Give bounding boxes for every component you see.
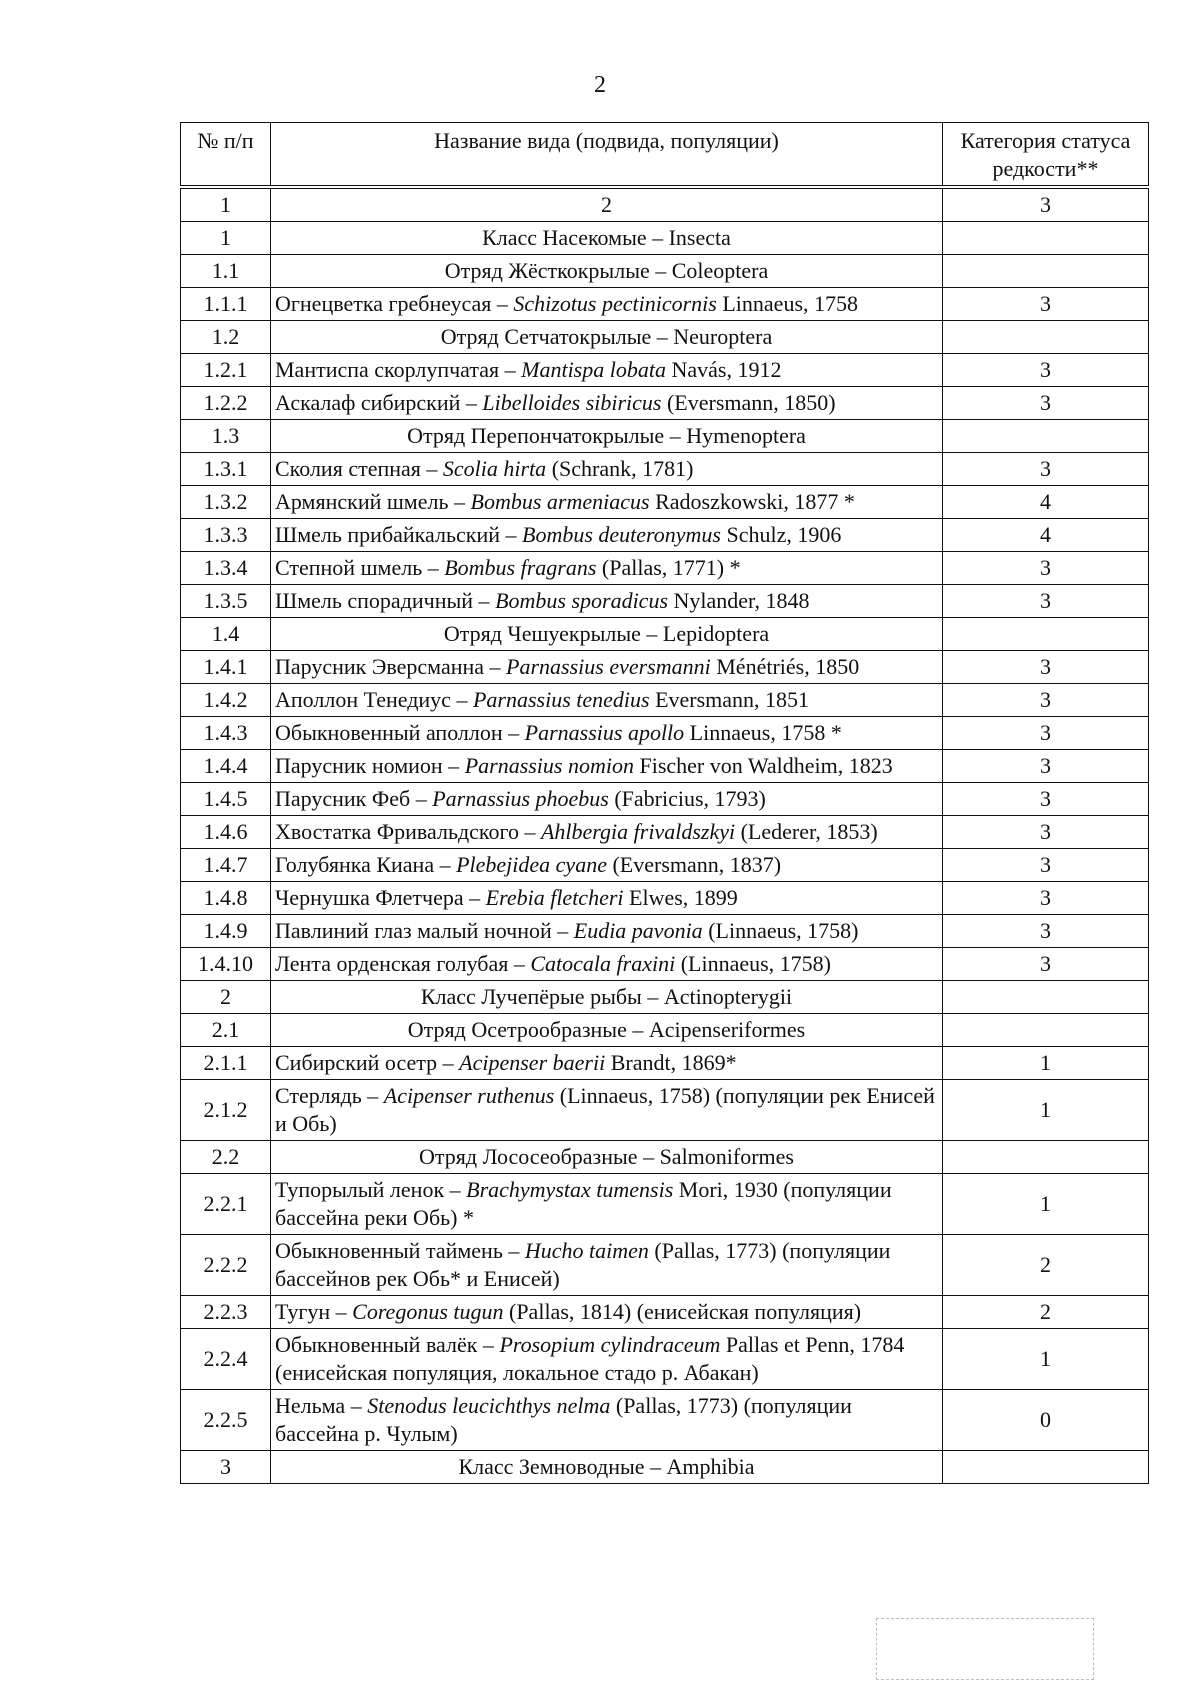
rarity-category: 1 xyxy=(943,1047,1149,1080)
species-name xyxy=(271,585,943,618)
rarity-category: 4 xyxy=(943,519,1149,552)
species-name xyxy=(271,948,943,981)
species-name xyxy=(271,1047,943,1080)
group-title: Отряд Перепончатокрылые – Hymenoptera xyxy=(271,420,943,453)
species-latin-name: Brachymystax tumensis xyxy=(466,1177,674,1202)
table-row xyxy=(181,1296,1149,1329)
row-number: 1 xyxy=(181,222,271,255)
species-russian-name: Шмель спорадичный – xyxy=(275,588,496,613)
page-number: 2 xyxy=(594,72,606,98)
species-russian-name: Сибирский осетр – xyxy=(275,1050,460,1075)
species-russian-name: Нельма – xyxy=(275,1393,368,1418)
species-latin-name: Mantispa lobata xyxy=(521,357,666,382)
species-authority: (Pallas, 1814) (енисейская популяция) xyxy=(503,1299,862,1324)
species-latin-name: Catocala fraxini xyxy=(530,951,676,976)
species-russian-name: Тупорылый ленок – xyxy=(275,1177,467,1202)
species-russian-name: Тугун – xyxy=(275,1299,353,1324)
rarity-category: 1 xyxy=(943,1080,1149,1141)
rarity-category: 2 xyxy=(943,1296,1149,1329)
table-row xyxy=(181,783,1149,816)
row-number: 1.4.10 xyxy=(181,948,271,981)
row-number: 1.4.5 xyxy=(181,783,271,816)
species-latin-name: Erebia fletcheri xyxy=(485,885,624,910)
table-row xyxy=(181,849,1149,882)
table-group-row xyxy=(181,222,1149,255)
rarity-category xyxy=(943,1014,1149,1047)
rarity-category: 3 xyxy=(943,948,1149,981)
species-latin-name: Schizotus pectinicornis xyxy=(513,291,717,316)
row-number: 1.2.1 xyxy=(181,354,271,387)
species-russian-name: Парусник Эверсманна – xyxy=(275,654,507,679)
table-row xyxy=(181,1390,1149,1451)
table-group-row xyxy=(181,255,1149,288)
species-russian-name: Хвостатка Фривальдского – xyxy=(275,819,541,844)
species-name xyxy=(271,486,943,519)
rarity-category xyxy=(943,420,1149,453)
row-number: 2.2.3 xyxy=(181,1296,271,1329)
header-name: Название вида (подвида, популяции) xyxy=(271,123,943,188)
table-row xyxy=(181,552,1149,585)
column-index: 2 xyxy=(271,187,943,222)
column-index-row xyxy=(181,187,1149,222)
species-latin-name: Eudia pavonia xyxy=(573,918,703,943)
rarity-category xyxy=(943,222,1149,255)
table-group-row xyxy=(181,420,1149,453)
group-title: Отряд Жёсткокрылые – Coleoptera xyxy=(271,255,943,288)
table-row xyxy=(181,1047,1149,1080)
header-num: № п/п xyxy=(181,123,271,188)
table-row xyxy=(181,453,1149,486)
row-number: 2.2.5 xyxy=(181,1390,271,1451)
table-group-row xyxy=(181,1451,1149,1484)
species-russian-name: Степной шмель – xyxy=(275,555,445,580)
rarity-category: 3 xyxy=(943,783,1149,816)
species-authority: (Linnaeus, 1758) xyxy=(675,951,831,976)
species-name xyxy=(271,519,943,552)
species-russian-name: Мантиспа скорлупчатая – xyxy=(275,357,522,382)
species-name xyxy=(271,750,943,783)
species-authority: (Fabricius, 1793) xyxy=(608,786,766,811)
species-name xyxy=(271,849,943,882)
rarity-category: 3 xyxy=(943,288,1149,321)
species-latin-name: Prosopium cylindraceum xyxy=(499,1332,721,1357)
species-name xyxy=(271,783,943,816)
row-number: 1.1.1 xyxy=(181,288,271,321)
rarity-category: 3 xyxy=(943,915,1149,948)
rarity-category: 1 xyxy=(943,1174,1149,1235)
row-number: 2.2.1 xyxy=(181,1174,271,1235)
species-authority: (Linnaeus, 1758) (популяции рек Енисей и Обь) xyxy=(275,1083,935,1136)
species-authority: (Eversmann, 1837) xyxy=(606,852,782,877)
column-index: 3 xyxy=(943,187,1149,222)
species-name xyxy=(271,651,943,684)
row-number: 1.4.2 xyxy=(181,684,271,717)
table-row xyxy=(181,882,1149,915)
species-name xyxy=(271,453,943,486)
row-number: 1.4.8 xyxy=(181,882,271,915)
species-latin-name: Hucho taimen xyxy=(524,1238,649,1263)
species-authority: Linnaeus, 1758 * xyxy=(684,720,842,745)
rarity-category xyxy=(943,321,1149,354)
row-number: 2.1 xyxy=(181,1014,271,1047)
species-name xyxy=(271,684,943,717)
species-name xyxy=(271,1329,943,1390)
species-name xyxy=(271,882,943,915)
species-russian-name: Лента орденская голубая – xyxy=(275,951,531,976)
table-row xyxy=(181,354,1149,387)
table-row xyxy=(181,1174,1149,1235)
species-authority: Pallas et Penn, 1784 (енисейская популяция, локальное стадо р. Абакан) xyxy=(275,1332,905,1385)
table-row xyxy=(181,915,1149,948)
table-row xyxy=(181,387,1149,420)
table-group-row xyxy=(181,618,1149,651)
species-russian-name: Армянский шмель – xyxy=(275,489,471,514)
rarity-category xyxy=(943,618,1149,651)
species-authority: Linnaeus, 1758 xyxy=(716,291,859,316)
row-number: 1.4.7 xyxy=(181,849,271,882)
species-latin-name: Coregonus tugun xyxy=(352,1299,504,1324)
rarity-category: 1 xyxy=(943,1329,1149,1390)
table-row xyxy=(181,1235,1149,1296)
header-row xyxy=(181,123,1149,188)
species-name xyxy=(271,717,943,750)
species-authority: (Schrank, 1781) xyxy=(546,456,694,481)
species-latin-name: Bombus fragrans xyxy=(444,555,597,580)
species-authority: Eversmann, 1851 xyxy=(649,687,810,712)
species-russian-name: Чернушка Флетчера – xyxy=(275,885,486,910)
row-number: 1.2 xyxy=(181,321,271,354)
group-title: Отряд Чешуекрылые – Lepidoptera xyxy=(271,618,943,651)
row-number: 1.4.4 xyxy=(181,750,271,783)
table-row xyxy=(181,750,1149,783)
species-russian-name: Обыкновенный валёк – xyxy=(275,1332,500,1357)
species-name xyxy=(271,1390,943,1451)
rarity-category: 3 xyxy=(943,684,1149,717)
table-row xyxy=(181,1080,1149,1141)
row-number: 2.1.2 xyxy=(181,1080,271,1141)
row-number: 2.1.1 xyxy=(181,1047,271,1080)
species-russian-name: Сколия степная – xyxy=(275,456,443,481)
row-number: 1.2.2 xyxy=(181,387,271,420)
table-row xyxy=(181,684,1149,717)
species-latin-name: Ahlbergia frivaldszkyi xyxy=(540,819,736,844)
row-number: 1.3.2 xyxy=(181,486,271,519)
table-row xyxy=(181,816,1149,849)
rarity-category: 3 xyxy=(943,816,1149,849)
row-number: 1.4 xyxy=(181,618,271,651)
species-latin-name: Plebejidea cyane xyxy=(456,852,607,877)
group-title: Отряд Лососеобразные – Salmoniformes xyxy=(271,1141,943,1174)
species-russian-name: Шмель прибайкальский – xyxy=(275,522,522,547)
row-number: 3 xyxy=(181,1451,271,1484)
species-latin-name: Parnassius tenedius xyxy=(472,687,650,712)
species-authority: Elwes, 1899 xyxy=(623,885,738,910)
table-group-row xyxy=(181,1141,1149,1174)
species-russian-name: Аскалаф сибирский – xyxy=(275,390,483,415)
species-name xyxy=(271,1296,943,1329)
column-index: 1 xyxy=(181,187,271,222)
row-number: 1.1 xyxy=(181,255,271,288)
species-name xyxy=(271,288,943,321)
header-category: Категория статуса редкости** xyxy=(943,123,1149,188)
species-name xyxy=(271,915,943,948)
rarity-category: 3 xyxy=(943,849,1149,882)
rarity-category: 4 xyxy=(943,486,1149,519)
stamp-mark xyxy=(876,1618,1094,1680)
table-row xyxy=(181,585,1149,618)
rarity-category: 3 xyxy=(943,354,1149,387)
table-row xyxy=(181,1329,1149,1390)
rarity-category: 2 xyxy=(943,1235,1149,1296)
species-authority: (Lederer, 1853) xyxy=(735,819,878,844)
species-latin-name: Stenodus leucichthys nelma xyxy=(367,1393,611,1418)
species-latin-name: Bombus armeniacus xyxy=(470,489,650,514)
species-latin-name: Bombus sporadicus xyxy=(495,588,669,613)
group-title: Класс Лучепёрые рыбы – Actinopterygii xyxy=(271,981,943,1014)
species-authority: Fischer von Waldheim, 1823 xyxy=(633,753,893,778)
row-number: 1.4.6 xyxy=(181,816,271,849)
species-name xyxy=(271,1174,943,1235)
species-latin-name: Acipenser ruthenus xyxy=(383,1083,555,1108)
rarity-category: 3 xyxy=(943,651,1149,684)
row-number: 1.3.4 xyxy=(181,552,271,585)
species-authority: Brandt, 1869* xyxy=(605,1050,737,1075)
table-body xyxy=(181,222,1149,1484)
table-group-row xyxy=(181,321,1149,354)
species-authority: Radoszkowski, 1877 * xyxy=(649,489,855,514)
table-group-row xyxy=(181,1014,1149,1047)
rarity-category: 3 xyxy=(943,882,1149,915)
species-russian-name: Парусник Феб – xyxy=(275,786,433,811)
species-authority: (Linnaeus, 1758) xyxy=(702,918,859,943)
species-name xyxy=(271,387,943,420)
table-row xyxy=(181,948,1149,981)
row-number: 1.3.3 xyxy=(181,519,271,552)
table-group-row xyxy=(181,981,1149,1014)
rarity-category: 3 xyxy=(943,585,1149,618)
species-latin-name: Parnassius nomion xyxy=(464,753,634,778)
species-russian-name: Парусник номион – xyxy=(275,753,465,778)
group-title: Класс Земноводные – Amphibia xyxy=(271,1451,943,1484)
group-title: Класс Насекомые – Insecta xyxy=(271,222,943,255)
rarity-category: 3 xyxy=(943,453,1149,486)
row-number: 1.3.5 xyxy=(181,585,271,618)
species-authority: (Eversmann, 1850) xyxy=(661,390,836,415)
species-authority: Nylander, 1848 xyxy=(668,588,810,613)
table-row xyxy=(181,486,1149,519)
rarity-category: 3 xyxy=(943,387,1149,420)
species-name xyxy=(271,1235,943,1296)
row-number: 2.2 xyxy=(181,1141,271,1174)
species-latin-name: Bombus deuteronymus xyxy=(522,522,721,547)
species-authority: Mori, 1930 (популяции бассейна реки Обь) * xyxy=(275,1177,892,1230)
species-authority: (Pallas, 1773) (популяции бассейнов рек Обь* и Енисей) xyxy=(275,1238,891,1291)
rarity-category: 3 xyxy=(943,552,1149,585)
species-table xyxy=(180,122,1149,1484)
rarity-category xyxy=(943,255,1149,288)
species-name xyxy=(271,354,943,387)
row-number: 2.2.2 xyxy=(181,1235,271,1296)
rarity-category: 0 xyxy=(943,1390,1149,1451)
species-russian-name: Аполлон Тенедиус – xyxy=(275,687,473,712)
species-russian-name: Обыкновенный таймень – xyxy=(275,1238,525,1263)
species-authority: Schulz, 1906 xyxy=(721,522,842,547)
row-number: 1.4.3 xyxy=(181,717,271,750)
species-russian-name: Обыкновенный аполлон – xyxy=(275,720,525,745)
species-name xyxy=(271,552,943,585)
species-russian-name: Огнецветка гребнеусая – xyxy=(275,291,514,316)
species-russian-name: Павлиний глаз малый ночной – xyxy=(275,918,574,943)
group-title: Отряд Сетчатокрылые – Neuroptera xyxy=(271,321,943,354)
species-authority: (Pallas, 1773) (популяции бассейна р. Чулым) xyxy=(275,1393,852,1446)
species-name xyxy=(271,816,943,849)
row-number: 1.3.1 xyxy=(181,453,271,486)
species-latin-name: Libelloides sibiricus xyxy=(482,390,662,415)
species-latin-name: Acipenser baerii xyxy=(459,1050,606,1075)
species-latin-name: Scolia hirta xyxy=(442,456,547,481)
row-number: 1.4.9 xyxy=(181,915,271,948)
species-latin-name: Parnassius apollo xyxy=(524,720,685,745)
row-number: 2.2.4 xyxy=(181,1329,271,1390)
species-authority: (Pallas, 1771) * xyxy=(596,555,741,580)
rarity-category: 3 xyxy=(943,750,1149,783)
species-russian-name: Голубянка Киана – xyxy=(275,852,457,877)
species-russian-name: Стерлядь – xyxy=(275,1083,384,1108)
table-row xyxy=(181,717,1149,750)
species-authority: Navás, 1912 xyxy=(665,357,782,382)
rarity-category xyxy=(943,1451,1149,1484)
rarity-category xyxy=(943,981,1149,1014)
row-number: 1.3 xyxy=(181,420,271,453)
group-title: Отряд Осетрообразные – Acipenseriformes xyxy=(271,1014,943,1047)
species-name xyxy=(271,1080,943,1141)
table-row xyxy=(181,288,1149,321)
rarity-category xyxy=(943,1141,1149,1174)
row-number: 2 xyxy=(181,981,271,1014)
table-row xyxy=(181,519,1149,552)
table-row xyxy=(181,651,1149,684)
species-latin-name: Parnassius phoebus xyxy=(432,786,609,811)
rarity-category: 3 xyxy=(943,717,1149,750)
row-number: 1.4.1 xyxy=(181,651,271,684)
species-latin-name: Parnassius eversmanni xyxy=(506,654,711,679)
species-authority: Ménétriés, 1850 xyxy=(710,654,860,679)
